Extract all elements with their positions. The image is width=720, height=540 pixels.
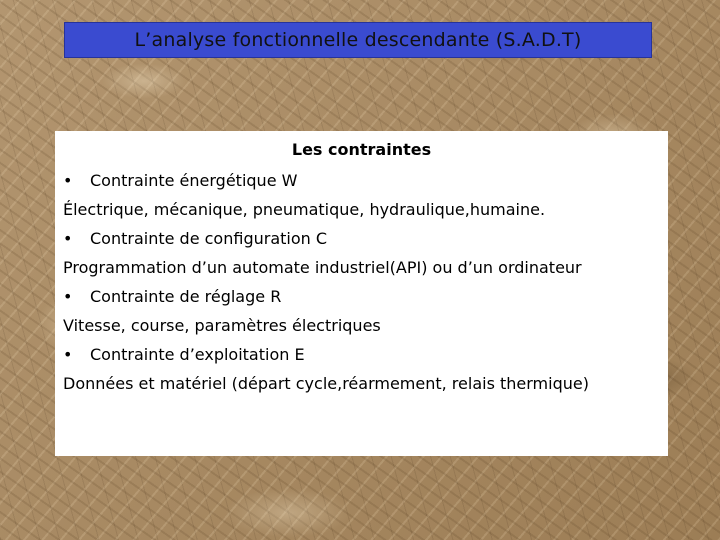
bullet-icon: • <box>63 345 73 364</box>
bullet-item-configuration <box>63 224 660 253</box>
bullet-text: Contrainte énergétique W <box>90 171 298 190</box>
detail-line-operation: Données et matériel (départ cycle,réarmement, relais thermique) <box>63 374 589 393</box>
bullet-icon: • <box>63 229 73 248</box>
bullet-text: Contrainte d’exploitation E <box>90 345 305 364</box>
bullet-item-settings <box>63 282 660 311</box>
bullet-icon: • <box>63 171 73 190</box>
bullet-text: Contrainte de réglage R <box>90 287 282 306</box>
detail-line-settings: Vitesse, course, paramètres électriques <box>63 316 381 335</box>
slide-title: L’analyse fonctionnelle descendante (S.A.D.T) <box>134 29 582 51</box>
section-heading: Les contraintes <box>291 140 432 159</box>
detail-line-configuration: Programmation d’un automate industriel(API) ou d’un ordinateur <box>63 258 582 277</box>
bullet-item-energetic <box>63 166 660 195</box>
content-box <box>55 131 668 456</box>
bullet-item-operation <box>63 340 660 369</box>
bullet-icon: • <box>63 287 73 306</box>
bullet-text: Contrainte de configuration C <box>90 229 328 248</box>
detail-line-energetic: Électrique, mécanique, pneumatique, hydraulique,humaine. <box>63 200 546 219</box>
slide-title-bar <box>64 22 652 58</box>
